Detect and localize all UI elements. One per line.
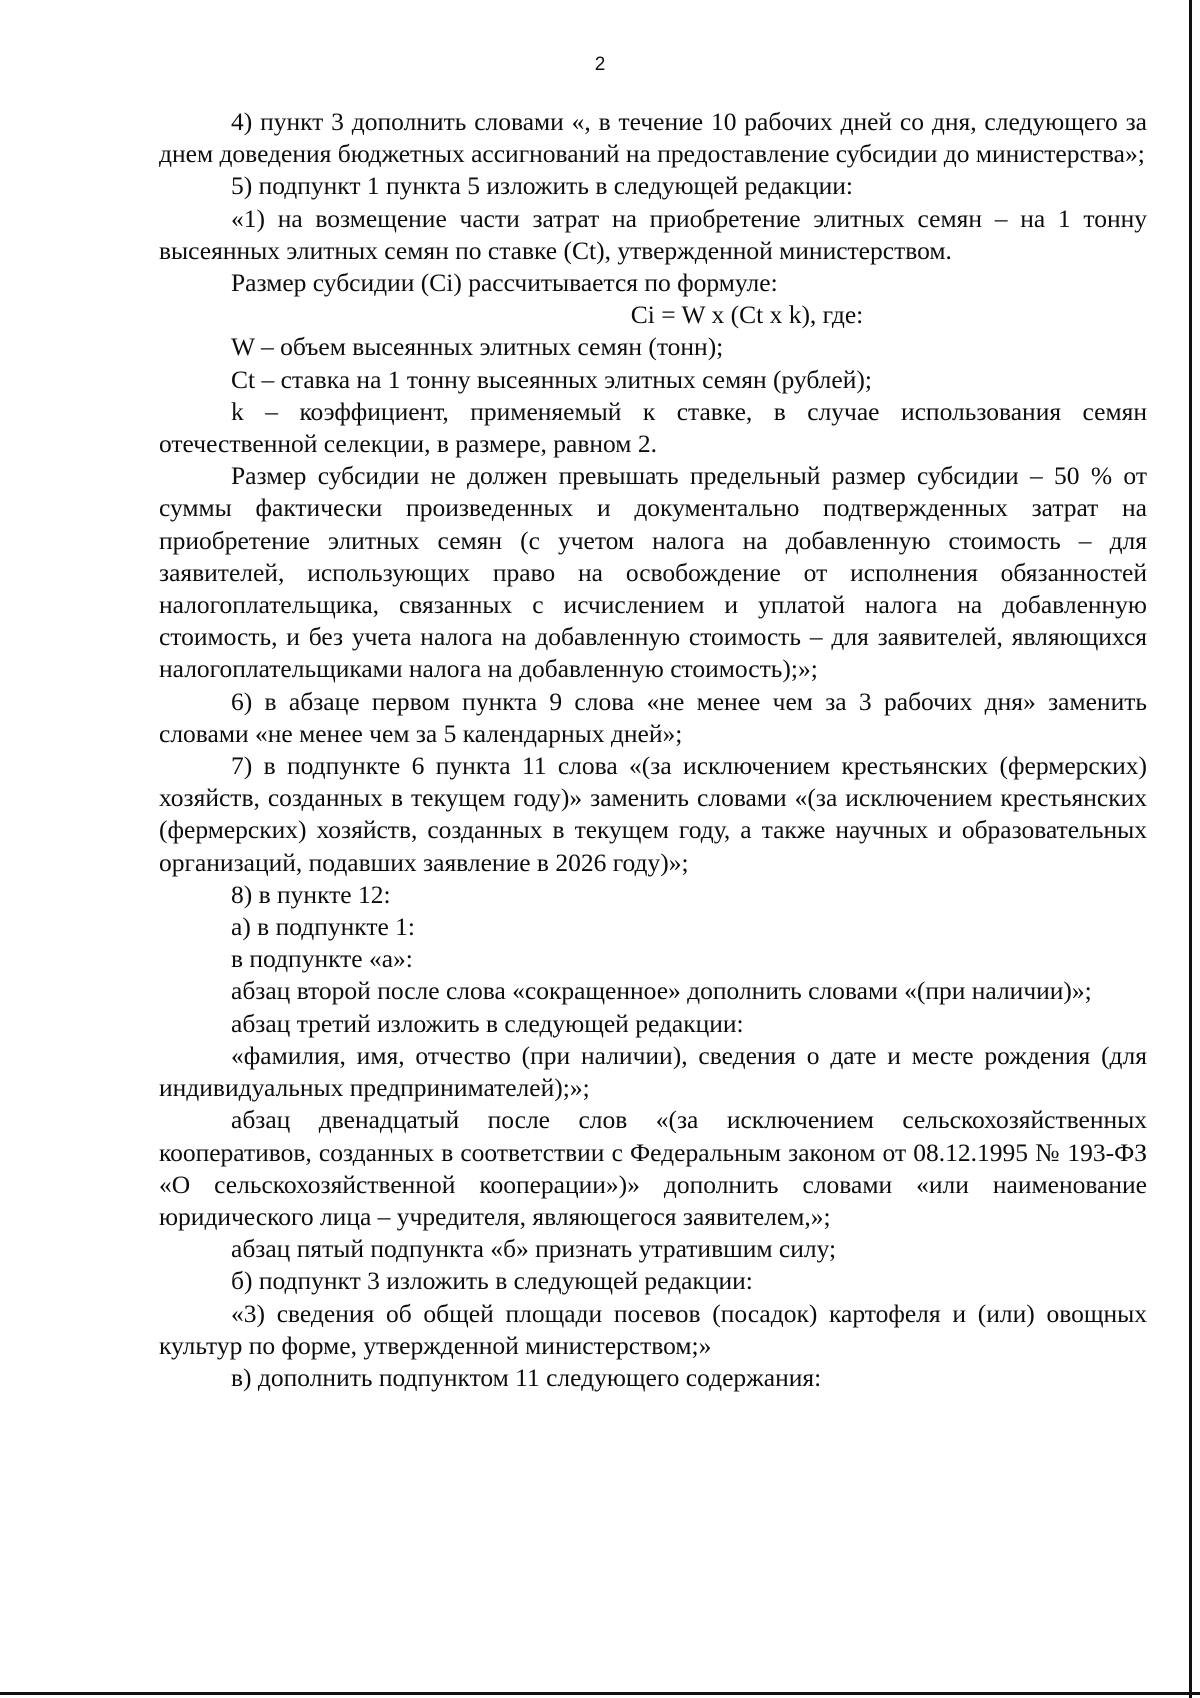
- paragraph: а) в подпункте 1:: [231, 912, 416, 942]
- paragraph: Размер субсидии (Ci) рассчитывается по формуле:: [231, 268, 778, 298]
- paragraph: 4) пункт 3 дополнить словами «, в течение 10 рабочих дней со дня, следующего за днем доведения бюджетных ассигнований на предоставление субсидии до министерства»;: [159, 107, 1147, 169]
- paragraph: абзац третий изложить в следующей редакции:: [231, 1008, 744, 1038]
- paragraph: абзац двенадцатый после слов «(за исключением сельскохозяйственных кооперативов, созданных в соответствии с Федеральным законом от 08.12.1995 № 193-ФЗ «О сельскохозяйственной кооперации»)» дополнить словами «или наименование юридического лица – учредителя, являющегося заявителем,»;: [159, 1105, 1147, 1231]
- paragraph: «1) на возмещение части затрат на приобретение элитных семян – на 1 тонну высеянных элитных семян по ставке (Ct), утвержденной министерством.: [159, 203, 1147, 265]
- paragraph: «3) сведения об общей площади посевов (посадок) картофеля и (или) овощных культур по форме, утвержденной министерством;»: [159, 1298, 1147, 1360]
- paragraph: 5) подпункт 1 пункта 5 изложить в следующей редакции:: [231, 171, 853, 201]
- scan-edge-right: [1189, 0, 1192, 1698]
- formula-line: Ci = W x (Ct x k), где:: [630, 300, 864, 330]
- paragraph: абзац второй после слова «сокращенное» дополнить словами «(при наличии)»;: [231, 976, 1092, 1006]
- paragraph: 8) в пункте 12:: [231, 879, 391, 909]
- paragraph: 7) в подпункте 6 пункта 11 слова «(за исключением крестьянских (фермерских) хозяйств, созданных в текущем году)» заменить словами «(за исключением крестьянских (фермерских) хозяйств, созданных в текущем году, а также научных и образовательных организаций, подавших заявление в 2026 году)»;: [159, 751, 1147, 877]
- paragraph: в подпункте «а»:: [231, 944, 413, 974]
- document-body: [159, 106, 1147, 1394]
- paragraph: W – объем высеянных элитных семян (тонн);: [231, 332, 724, 362]
- paragraph: Ct – ставка на 1 тонну высеянных элитных семян (рублей);: [231, 364, 872, 394]
- page-number: 2: [594, 54, 606, 75]
- paragraph: «фамилия, имя, отчество (при наличии), сведения о дате и месте рождения (для индивидуальных предпринимателей);»;: [159, 1040, 1147, 1103]
- paragraph: Размер субсидии не должен превышать предельный размер субсидии – 50 % от суммы фактически произведенных и документально подтвержденных затрат на приобретение элитных семян (с учетом налога на добавленную стоимость – для заявителей, использующих право на освобождение от исполнения обязанностей налогоплательщика, связанных с исчислением и уплатой налога на добавленную стоимость, и без учета налога на добавленную стоимость – для заявителей, являющихся налогоплательщиками налога на добавленную стоимость);»;: [159, 461, 1147, 684]
- paragraph: 6) в абзаце первом пункта 9 слова «не менее чем за 3 рабочих дня» заменить словами «не менее чем за 5 календарных дней»;: [159, 686, 1147, 748]
- paragraph: б) подпункт 3 изложить в следующей редакции:: [231, 1266, 753, 1296]
- paragraph: k – коэффициент, применяемый к ставке, в случае использования семян отечественной селекции, в размере, равном 2.: [159, 396, 1147, 459]
- paragraph: в) дополнить подпунктом 11 следующего содержания:: [231, 1362, 822, 1392]
- paragraph: абзац пятый подпункта «б» признать утратившим силу;: [231, 1234, 837, 1264]
- scan-edge-bottom: [0, 1692, 1200, 1695]
